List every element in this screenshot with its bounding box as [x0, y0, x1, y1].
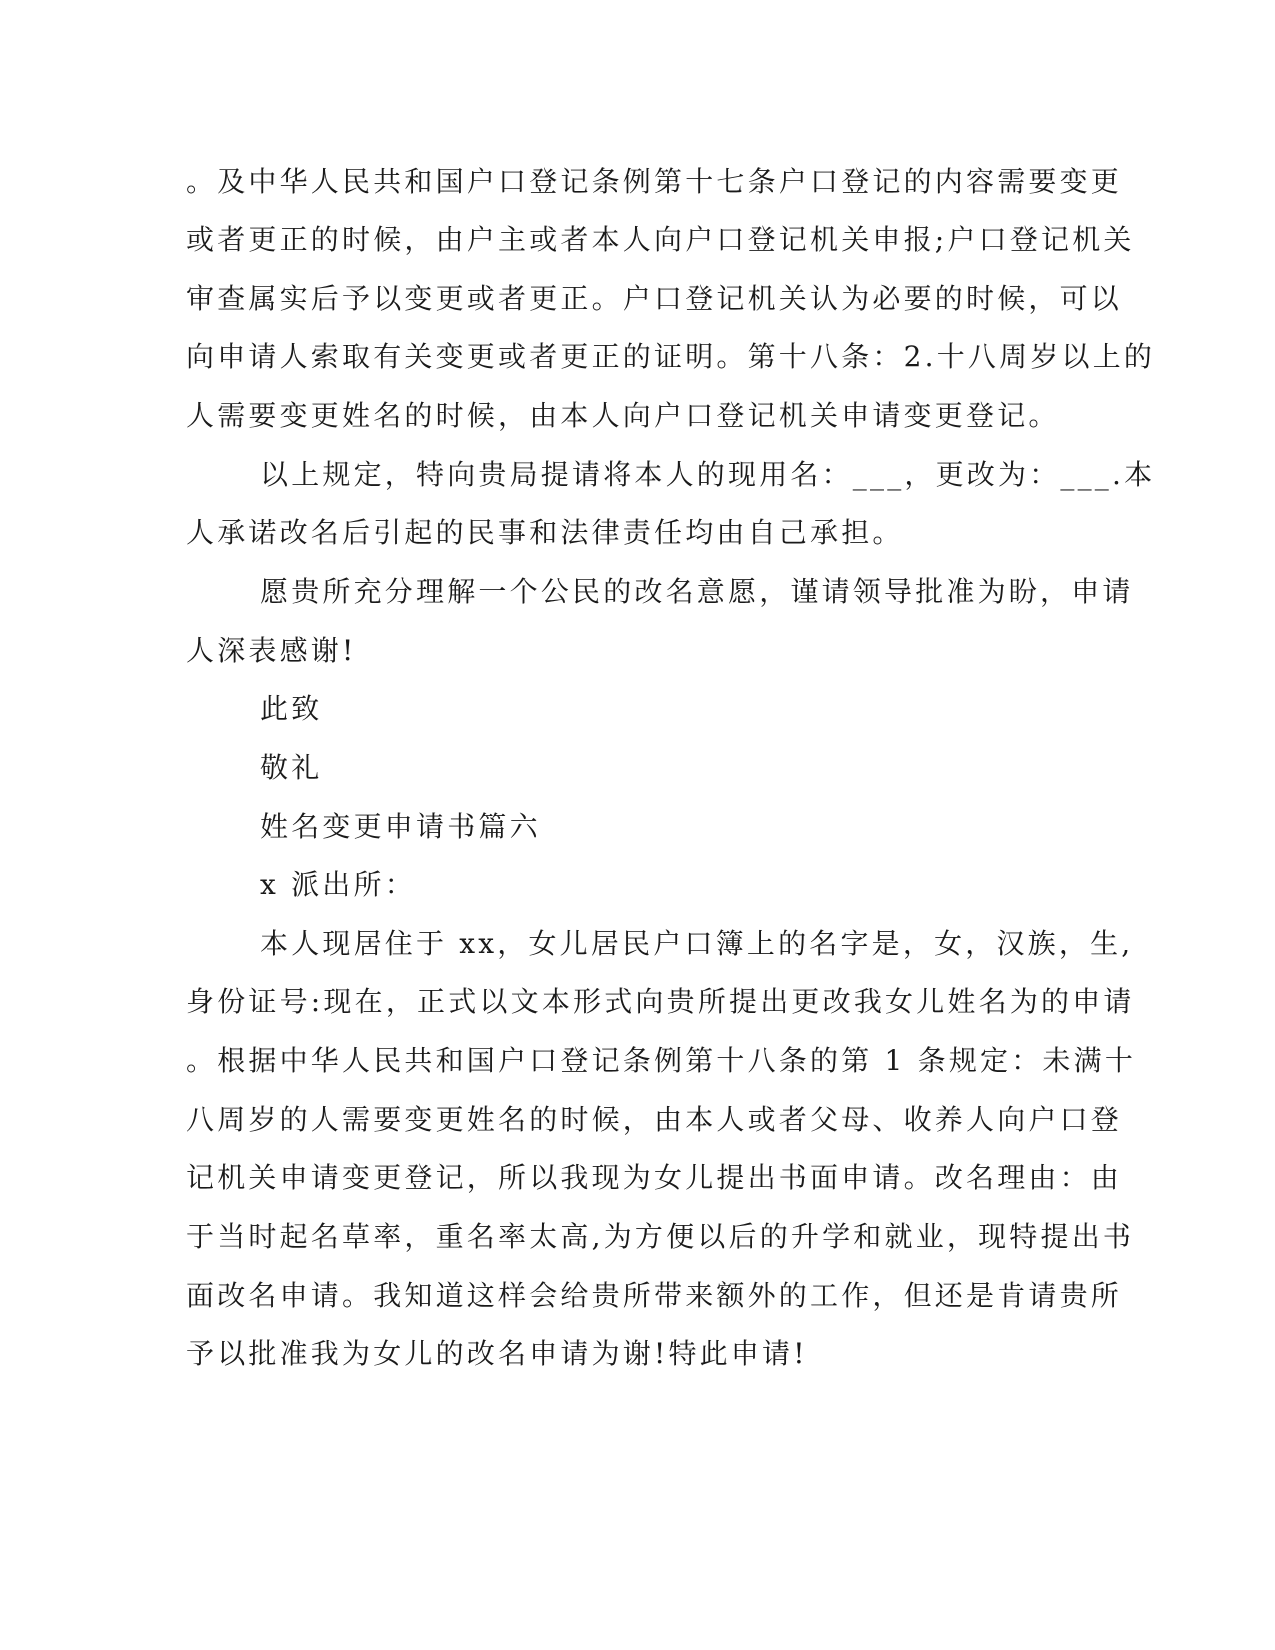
- text-line: 人承诺改名后引起的民事和法律责任均由自己承担。: [186, 516, 904, 549]
- salutation: 此致: [260, 692, 323, 725]
- text-line: 八周岁的人需要变更姓名的时候，由本人或者父母、收养人向户口登: [186, 1103, 1123, 1136]
- text-line: 审查属实后予以变更或者更正。户口登记机关认为必要的时候，可以: [186, 282, 1123, 315]
- text-line: 身份证号:现在，正式以文本形式向贵所提出更改我女儿姓名为的申请: [186, 985, 1135, 1018]
- text-line: 面改名申请。我知道这样会给贵所带来额外的工作，但还是肯请贵所: [186, 1279, 1123, 1312]
- closing: 敬礼: [260, 751, 323, 784]
- text-line: 或者更正的时候，由户主或者本人向户口登记机关申报;户口登记机关: [186, 223, 1135, 256]
- text-line: 记机关申请变更登记，所以我现为女儿提出书面申请。改名理由：由: [186, 1161, 1123, 1194]
- text-line: 本人现居住于 xx，女儿居民户口簿上的名字是，女，汉族，生,: [260, 927, 1134, 960]
- addressee: x 派出所：: [260, 868, 416, 901]
- section-heading: 姓名变更申请书篇六: [260, 810, 541, 843]
- text-line: 以上规定，特向贵局提请将本人的现用名：___，更改为：___.本: [260, 458, 1156, 491]
- text-line: 愿贵所充分理解一个公民的改名意愿，谨请领导批准为盼，申请: [260, 575, 1134, 608]
- text-line: 予以批准我为女儿的改名申请为谢!特此申请!: [186, 1337, 808, 1370]
- text-line: 向申请人索取有关变更或者更正的证明。第十八条：2.十八周岁以上的: [186, 340, 1156, 373]
- text-line: 人需要变更姓名的时候，由本人向户口登记机关申请变更登记。: [186, 399, 1060, 432]
- text-line: 。根据中华人民共和国户口登记条例第十八条的第 1 条规定：未满十: [186, 1044, 1137, 1077]
- text-line: 人深表感谢!: [186, 634, 357, 667]
- text-line: 。及中华人民共和国户口登记条例第十七条户口登记的内容需要变更: [186, 165, 1123, 198]
- text-line: 于当时起名草率，重名率太高,为方便以后的升学和就业，现特提出书: [186, 1220, 1135, 1253]
